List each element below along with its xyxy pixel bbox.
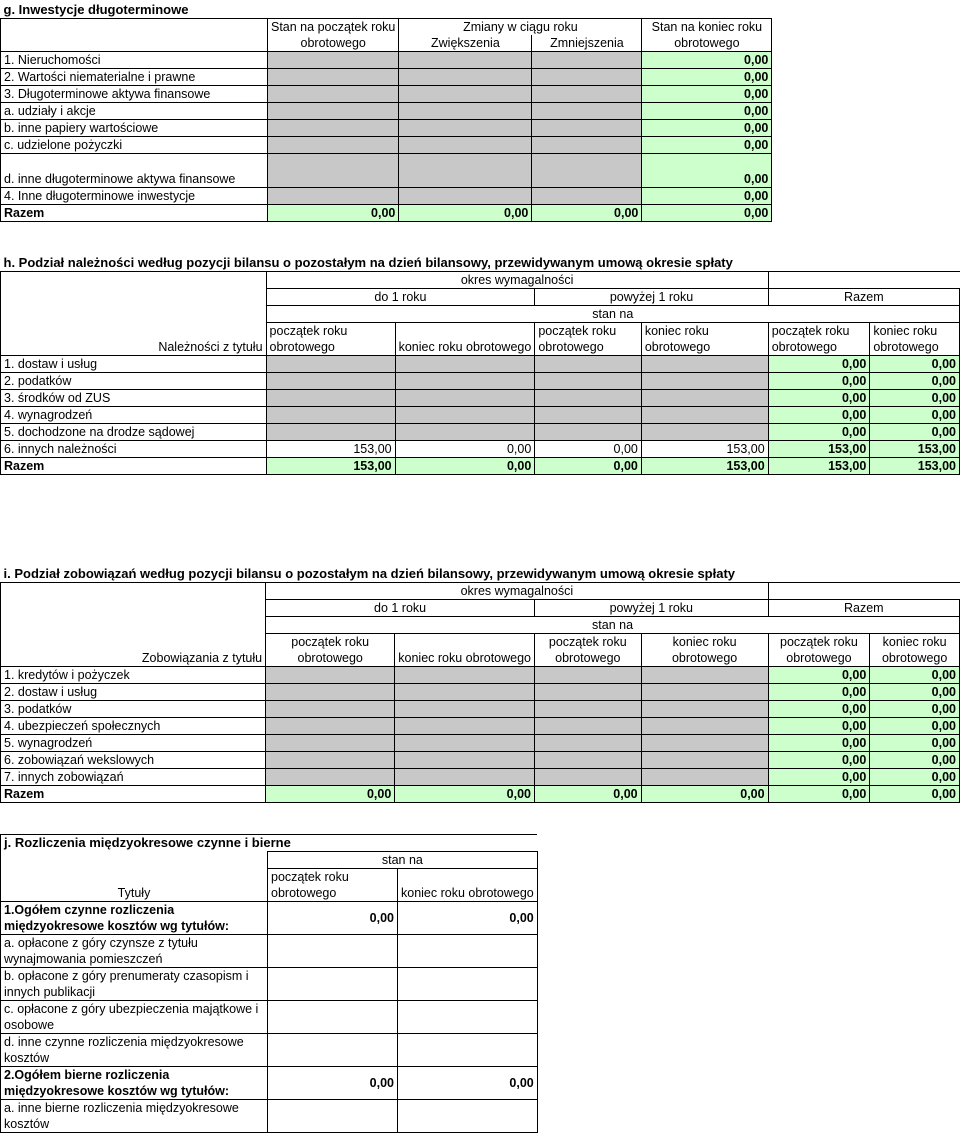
header-stan: stan na [266,306,959,323]
header-kro: koniec roku obrotowego [395,650,535,667]
header-ob: obrotowego [535,650,642,667]
row-value: 0,00 [768,684,870,701]
header-kr: koniec roku [641,634,768,651]
row-label: b. opłacone z góry prenumeraty czasopism i innych publikacji [1,968,268,1001]
row-value: 0,00 [768,390,870,407]
header-razem: Razem [768,289,959,306]
total-label: Razem [1,458,267,475]
header-kr: koniec roku [870,634,960,651]
total-value: 0,00 [399,205,532,222]
total-value: 0,00 [268,205,399,222]
row-label: 3. Długoterminowe aktywa finansowe [1,86,268,103]
header-ob: obrotowego [266,650,395,667]
total-value: 153,00 [266,458,395,475]
header-kro: koniec roku obrotowego [395,339,535,356]
row-value: 0,00 [768,667,870,684]
row-label: 2. Wartości niematerialne i prawne [1,69,268,86]
header-pr: początek roku [266,323,395,340]
row-value [268,1001,398,1034]
row-label: 4. wynagrodzeń [1,407,267,424]
row-value: 0,00 [870,735,960,752]
header-end-2: obrotowego [642,35,772,52]
header-ob: obrotowego [768,339,870,356]
total-value: 0,00 [535,786,642,803]
header-blank [1,19,268,36]
row-value [268,1034,398,1067]
total-value: 0,00 [641,786,768,803]
table-row [1,103,772,120]
header-end: Stan na koniec roku [642,19,772,36]
row-label: a. inne bierne rozliczenia międzyokresowe kosztów [1,1100,268,1133]
header-pr: początek roku [535,323,642,340]
header-stan: stan na [268,852,538,869]
row-value: 0,00 [870,752,960,769]
row-value: 153,00 [870,441,960,458]
row-label: 1. kredytów i pożyczek [1,667,266,684]
row-value: 0,00 [268,1067,398,1100]
table-row [1,373,960,390]
table-row [1,424,960,441]
header-kro: koniec roku obrotowego [398,885,538,902]
header-decrease: Zmniejszenia [532,35,642,52]
table-j [0,834,538,1133]
row-label: 3. podatków [1,701,266,718]
row-label: 4. ubezpieczeń społecznych [1,718,266,735]
table-g [0,2,772,222]
table-row [1,769,960,786]
total-value: 0,00 [768,786,870,803]
row-end-value: 0,00 [642,86,772,103]
total-label: Razem [1,786,266,803]
total-value: 0,00 [266,786,395,803]
total-value: 153,00 [870,458,960,475]
total-label: Razem [1,205,268,222]
header-ob: obrotowego [641,650,768,667]
header-okres: okres wymagalności [266,272,768,289]
header-pow1: powyżej 1 roku [535,289,768,306]
row-label: 5. wynagrodzeń [1,735,266,752]
row-value: 0,00 [870,407,960,424]
table-row [1,1034,538,1067]
header-ob: obrotowego [268,885,398,902]
header-ob: obrotowego [768,650,870,667]
row-end-value: 0,00 [642,120,772,137]
row-value: 0,00 [870,769,960,786]
header-do1: do 1 roku [266,600,535,617]
row-value: 153,00 [641,441,768,458]
header-col-label: Tytuły [1,885,268,902]
total-value: 0,00 [395,458,535,475]
table-row [1,1100,538,1133]
row-label: 2.Ogółem bierne rozliczenia międzyokresowe kosztów wg tytułów: [1,1067,268,1100]
total-row [1,786,960,803]
row-label: d. inne czynne rozliczenia międzyokresowe kosztów [1,1034,268,1067]
row-end-value: 0,00 [642,103,772,120]
total-value: 0,00 [532,205,642,222]
row-label: c. opłacone z góry ubezpieczenia majątkowe i osobowe [1,1001,268,1034]
header-stan: stan na [266,617,960,634]
row-value: 0,00 [870,718,960,735]
table-row [1,137,772,154]
header-col-label: Należności z tytułu [1,339,267,356]
row-end-value: 0,00 [642,154,772,188]
header-ob: obrotowego [641,339,768,356]
table-row [1,1067,538,1100]
header-col-label: Zobowiązania z tytułu [1,650,266,667]
row-value [398,1034,538,1067]
table-h [0,255,960,475]
section-i-title: i. Podział zobowiązań według pozycji bilansu o pozostałym na dzień bilansowy, przewidywanym umową okresie spłaty [3,566,736,581]
header-start-2: obrotowego [268,35,399,52]
row-value: 0,00 [768,735,870,752]
table-i [0,566,960,803]
header-kr: koniec roku [870,323,960,340]
header-start: Stan na początek roku [268,19,399,36]
header-do1: do 1 roku [266,289,535,306]
row-label: 1. dostaw i usług [1,356,267,373]
section-j-title: j. Rozliczenia międzyokresowe czynne i bierne [1,835,538,852]
row-label: 5. dochodzone na drodze sądowej [1,424,267,441]
row-label: 1. Nieruchomości [1,52,268,69]
header-ob: obrotowego [870,650,960,667]
section-g-title: g. Inwestycje długoterminowe [3,2,189,17]
row-value: 0,00 [870,667,960,684]
table-row [1,154,772,188]
row-value [398,968,538,1001]
table-row [1,188,772,205]
row-end-value: 0,00 [642,69,772,86]
table-row [1,718,960,735]
table-row [1,735,960,752]
header-blank [1,35,268,52]
row-value: 0,00 [398,1067,538,1100]
row-value: 0,00 [870,373,960,390]
row-label: a. udziały i akcje [1,103,268,120]
total-value: 0,00 [395,786,535,803]
total-row [1,458,960,475]
row-value: 0,00 [870,424,960,441]
row-value: 0,00 [768,718,870,735]
row-label: c. udzielone pożyczki [1,137,268,154]
table-row [1,69,772,86]
row-value [268,1100,398,1133]
section-h [0,255,960,475]
header-pr: początek roku [266,634,395,651]
header-changes: Zmiany w ciągu roku [399,19,642,36]
header-pr: początek roku [768,634,870,651]
table-row [1,407,960,424]
section-i [0,566,960,803]
header-okres: okres wymagalności [266,583,768,600]
table-row [1,52,772,69]
row-end-value: 0,00 [642,137,772,154]
row-value: 0,00 [768,701,870,718]
row-label: d. inne długoterminowe aktywa finansowe [1,154,268,188]
table-row [1,752,960,769]
row-label: 6. innych należności [1,441,267,458]
row-value: 0,00 [768,769,870,786]
row-value [398,1100,538,1133]
row-label: b. inne papiery wartościowe [1,120,268,137]
row-value: 153,00 [266,441,395,458]
row-value: 0,00 [398,902,538,935]
header-increase: Zwiększenia [399,35,532,52]
row-label: 2. dostaw i usług [1,684,266,701]
header-pr: początek roku [768,323,870,340]
header-pr: początek roku [268,869,398,886]
table-row [1,441,960,458]
header-pr: początek roku [535,634,642,651]
table-row [1,902,538,935]
row-label: 7. innych zobowiązań [1,769,266,786]
total-value: 0,00 [535,458,642,475]
row-value: 0,00 [768,424,870,441]
row-label: 4. Inne długoterminowe inwestycje [1,188,268,205]
total-value: 0,00 [870,786,960,803]
header-razem: Razem [768,600,959,617]
total-row [1,205,772,222]
row-value: 153,00 [768,441,870,458]
header-pow1: powyżej 1 roku [535,600,769,617]
row-value: 0,00 [268,902,398,935]
row-value: 0,00 [395,441,535,458]
total-value: 153,00 [641,458,768,475]
row-value: 0,00 [870,684,960,701]
row-value [268,935,398,968]
table-row [1,86,772,103]
row-label: 6. zobowiązań wekslowych [1,752,266,769]
table-row [1,667,960,684]
row-value: 0,00 [768,373,870,390]
table-row [1,1001,538,1034]
section-g [0,2,772,222]
header-ob: obrotowego [535,339,642,356]
row-value [268,968,398,1001]
header-kr: koniec roku [641,323,768,340]
header-ob: obrotowego [870,339,960,356]
row-label: a. opłacone z góry czynsze z tytułu wynajmowania pomieszczeń [1,935,268,968]
total-value: 0,00 [642,205,772,222]
row-value: 0,00 [768,356,870,373]
row-value: 0,00 [768,752,870,769]
table-row [1,701,960,718]
table-row [1,968,538,1001]
table-row [1,356,960,373]
header-ob: obrotowego [266,339,395,356]
row-end-value: 0,00 [642,188,772,205]
table-row [1,390,960,407]
row-value: 0,00 [768,407,870,424]
row-end-value: 0,00 [642,52,772,69]
row-value: 0,00 [870,390,960,407]
table-row [1,684,960,701]
total-value: 153,00 [768,458,870,475]
row-value: 0,00 [870,356,960,373]
row-value [398,1001,538,1034]
section-h-title: h. Podział należności według pozycji bilansu o pozostałym na dzień bilansowy, przewidywanym umową okresie spłaty [3,255,733,270]
row-label: 2. podatków [1,373,267,390]
row-label: 1.Ogółem czynne rozliczenia międzyokresowe kosztów wg tytułów: [1,902,268,935]
row-value: 0,00 [535,441,642,458]
section-j [0,834,538,1133]
row-label: 3. środków od ZUS [1,390,267,407]
table-row [1,935,538,968]
row-value: 0,00 [870,701,960,718]
row-value [398,935,538,968]
table-row [1,120,772,137]
